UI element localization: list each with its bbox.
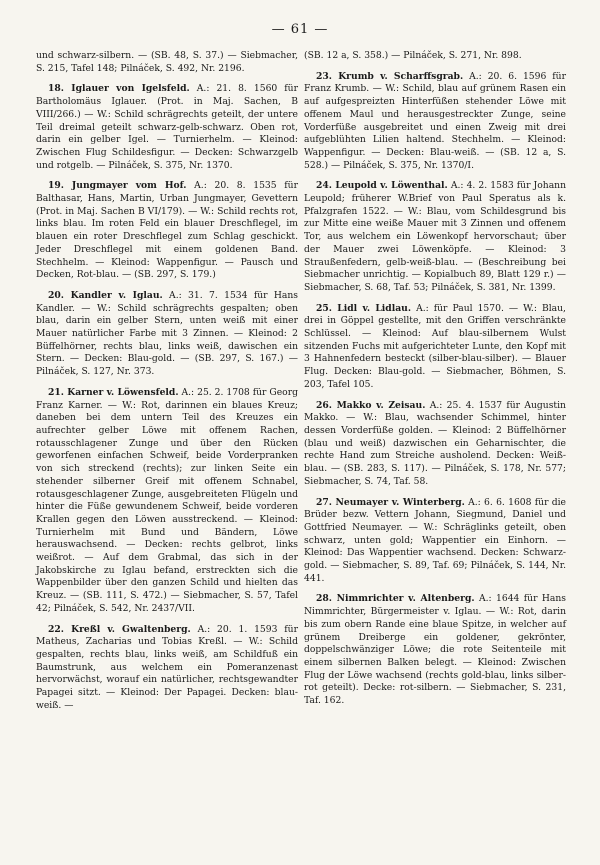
entry-text: und schwarz-silbern. — (SB. 48, S. 37.) — Siebmacher, S. 215, Tafel 148; Pilnáček, S. 492, Nr. 2196.: [36, 50, 298, 74]
coat-of-arms-entry: [36, 83, 298, 172]
entry-heading: 19. Jungmayer vom Hof.: [48, 180, 187, 192]
coat-of-arms-entry: [304, 497, 566, 586]
entry-heading: 21. Karner v. Löwensfeld.: [48, 386, 179, 398]
coat-of-arms-entry: [36, 387, 298, 616]
entry-heading: 22. Kreßl v. Gwaltenberg.: [48, 623, 191, 635]
entry-continuation: [36, 50, 298, 75]
entry-heading: 27. Neumayer v. Winterberg.: [316, 496, 465, 508]
coat-of-arms-entry: [304, 180, 566, 294]
coat-of-arms-entry: [36, 180, 298, 282]
entry-text: A.: 1644 für Hans Nimmrichter, Bürgermeister v. Iglau. — W.: Rot, darin bis zum obern Rande eine blaue Spitze, in welcher auf grünem Dreiberge ein goldener, gekrönter, doppelschwänziger Löwe; die rote Seitenteile mit einem silbernen Balken belegt. — Kleinod: Zwischen Flug der Löwe wachsend (rechts gold-blau, links silber-rot geteilt). Decke: rot-silbern. — Siebmacher, S. 231, Taf. 162.: [304, 593, 566, 707]
entry-text: A.: 20. 8. 1535 für Balthasar, Hans, Martin, Urban Jungmayer, Gevettern (Prot. in Maj. Sachen B VI/179). — W.: Schild rechts rot, links blau. Im roten Feld ein blauer Dreschflegel, im blauen ein roter Dreschflegel zum Schlag geschickt. Jeder Dreschflegel mit einem goldenen Band. Stechhelm. — Kleinod: Wappenfigur. — Pausch und Decken, Rot-blau. — (SB. 297, S. 179.): [36, 180, 298, 281]
entry-heading: 18. Iglauer von Igelsfeld.: [48, 83, 190, 95]
entry-text: A.: 20. 6. 1596 für Franz Krumb. — W.: Schild, blau auf grünem Rasen ein auf aufgespreizten Hinterfüßen stehender Löwe mit offenem Maul und herausgestreckter Zunge, seine Vorderfüße ausgebreitet und einen Zweig mit drei aufgeblühten Lilien haltend. Stechhelm. — Kleinod: Wappenfigur. — Decken: Blau-weiß. — (SB. 12 a, S. 528.) — Pilnáček, S. 375, Nr. 1370/I.: [304, 70, 566, 171]
entry-text: A.: 20. 1. 1593 für Matheus, Zacharias und Tobias Kreßl. — W.: Schild gespalten, rechts blau, links weiß, am Schildfuß ein Baumstrunk, aus welchem ein Pomeranzenast hervorwächst, worauf ein natürlicher, rechtsgewandter Papagei sitzt. — Kleinod: Der Papagei. Decken: blau-weiß. —: [36, 623, 298, 711]
entry-text: A.: für Paul 1570. — W.: Blau, drei in Göppel gestellte, mit den Griffen verschränkte Schlüssel. — Kleinod: Auf blau-silbernem Wulst sitzenden Fuchs mit aufgerichteter Lunte, den Kopf mit 3 Hahnenfedern besteckt (silber-blau-silber). — Blauer Flug. Decken: Blau-gold. — Siebmacher, Böhmen, S. 203, Tafel 105.: [304, 302, 566, 390]
entry-text: (SB. 12 a, S. 358.) — Pilnáček, S. 271, Nr. 898.: [304, 50, 522, 61]
entry-continuation: [304, 50, 566, 63]
right-column: [304, 50, 566, 708]
entry-text: A.: 4. 2. 1583 für Johann Leupold; früherer W.Brief von Paul Speratus als k. Pfalzgrafen 1522. — W.: Blau, vom Schildesgrund bis zur Mitte eine weiße Mauer mit 3 Zinnen und offenem Tor, aus welchem ein Löwenkopf hervorschaut; über der Mauer zwei Löwenköpfe. — Kleinod: 3 Straußenfedern, gelb-weiß-blau. — (Beschreibung bei Siebmacher unrichtig. — Kopialbuch 89, Blatt 129 r.) — Siebmacher, S. 68, Taf. 53; Pilnáček, S. 381, Nr. 1399.: [304, 180, 566, 293]
coat-of-arms-entry: [304, 71, 566, 173]
entry-heading: 24. Leupold v. Löwenthal.: [316, 180, 448, 192]
entry-heading: 28. Nimmrichter v. Altenberg.: [316, 593, 475, 605]
entry-text: A.: 25. 4. 1537 für Augustin Makko. — W.: Blau, wachsender Schimmel, hinter dessen Vorderfüße golden. — Kleinod: 2 Büffelhörner (blau und weiß) dazwischen ein Geharnischter, die rechte Hand zum Streiche ausholend. Decken: Weiß-blau. — (SB. 283, S. 117). — Pilnáček, S. 178, Nr. 577; Siebmacher, S. 74, Taf. 58.: [304, 399, 566, 487]
entry-text: A.: 6. 6. 1608 für die Brüder bezw. Vettern Johann, Siegmund, Daniel und Gottfried Neumayer. — W.: Schräglinks geteilt, oben schwarz, unten gold; Wappentier ein Einhorn. — Kleinod: Das Wappentier wachsend. Decken: Schwarz-gold. — Siebmacher, S. 89, Taf. 69; Pilnáček, S. 144, Nr. 441.: [304, 496, 566, 584]
entry-heading: 25. Lidl v. Lidlau.: [316, 302, 412, 314]
entry-heading: 23. Krumb v. Scharffsgrab.: [316, 70, 464, 82]
coat-of-arms-entry: [36, 624, 298, 713]
column-divider: [299, 50, 300, 850]
page-number: — 61 —: [271, 22, 329, 37]
coat-of-arms-entry: [36, 290, 298, 379]
entry-text: A.: 25. 2. 1708 für Georg Franz Karner. — W.: Rot, darinnen ein blaues Kreuz; daneben bei dem untern Teil des Kreuzes ein aufrechter gelber Löwe mit offenem Rachen, rotausschlagener Zunge und über den Rücken geworfenen einfachen Schweif, beide Vorderpranken von sich streckend (rechts); zur linken Seite ein stehender silberner Greif mit offenem Schnabel, rotausgeschlagener Zunge, ausgebreiteten Flügeln und hinter die Füße gewundenem Schweif, beide vorderen Krallen gegen den Löwen ausstreckend. — Kleinod: Turnierhelm mit Bund und Bändern, Löwe herauswachsend. — Decken: rechts gelbrot, links weißrot. — Auf dem Grabmal, das sich in der Jakobskirche zu Iglau befand, erstreckten sich die Wappenbilder über den ganzen Schild und hielten das Kreuz. — (SB. 111, S. 472.) — Siebmacher, S. 57, Tafel 42; Pilnáček, S. 542, Nr. 2437/VII.: [36, 386, 298, 614]
coat-of-arms-entry: [304, 593, 566, 707]
entry-heading: 26. Makko v. Zeisau.: [316, 399, 426, 411]
entry-text: A.: 21. 8. 1560 für Bartholomäus Iglauer. (Prot. in Maj. Sachen, B VIII/266.) — W.: Schild schrägrechts geteilt, der untere Teil dreimal geteilt schwarz-gelb-schwarz. Oben rot, darin ein gelber Igel. — Turnierhelm. — Kleinod: Zwischen Flug Schildesfigur. — Decken: Schwarzgelb und rotgelb. — Pilnáček, S. 375, Nr. 1370.: [36, 83, 298, 171]
coat-of-arms-entry: [304, 400, 566, 489]
coat-of-arms-entry: [304, 303, 566, 392]
entry-text: A.: 31. 7. 1534 für Hans Kandler. — W.: Schild schrägrechts gespalten; oben blau, darin ein gelber Stern, unten weiß mit einer Mauer natürlicher Farbe mit 3 Zinnen. — Kleinod: 2 Büffelhörner, rechts blau, links weiß, dawischen ein Stern. — Decken: Blau-gold. — (SB. 297, S. 167.) — Pilnáček, S. 127, Nr. 373.: [36, 289, 299, 378]
entry-heading: 20. Kandler v. Iglau.: [48, 289, 163, 301]
left-column: [36, 50, 298, 712]
